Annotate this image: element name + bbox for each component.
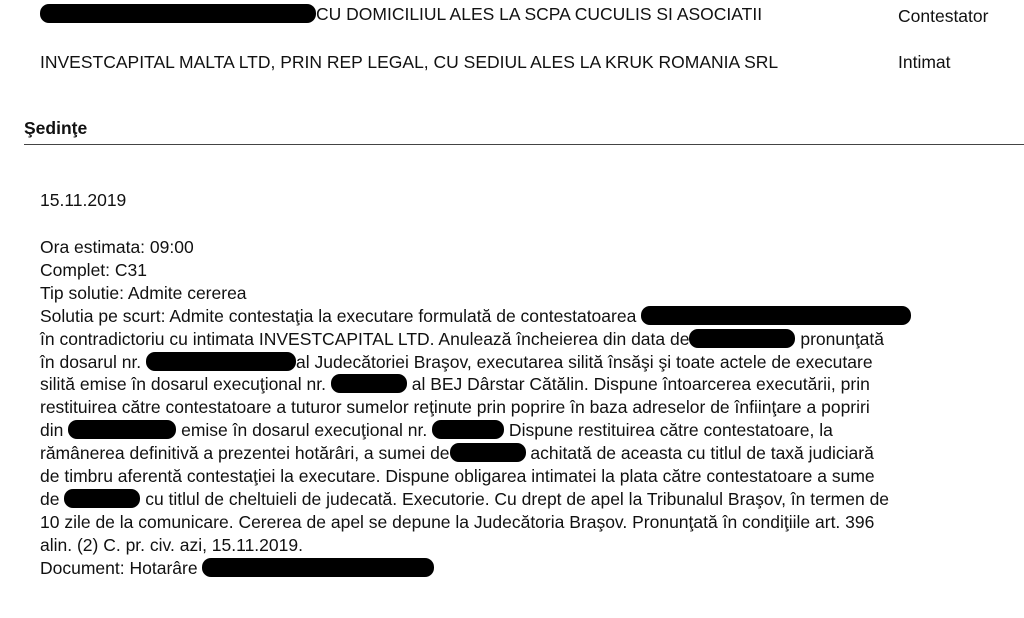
solutie-line: în dosarul nr. al Judecătoriei Braşov, executarea silită însăşi şi toate actele de executare: [40, 351, 873, 372]
redaction-block: [331, 374, 407, 393]
solutie-line: în contradictoriu cu intimata INVESTCAPITAL LTD. Anulează încheierea din data de pronunţată: [40, 328, 885, 349]
complet: Complet: C31: [40, 259, 147, 280]
solutie-line: de cu titlul de cheltuieli de judecată. Executorie. Cu drept de apel la Tribunalul Braşov, în termen de: [40, 488, 890, 509]
session-date: 15.11.2019: [40, 190, 127, 210]
solutie-line: de timbru aferentă contestaţiei la executare. Dispune obligarea intimatei la plata către contestatoare a sume: [40, 466, 875, 487]
solutie-line: 10 zile de la comunicare. Cererea de apel se depune la Judecătoria Braşov. Pronunţată în condiţiile art. 396: [40, 511, 875, 532]
section-divider: [24, 144, 1024, 145]
session-details: [40, 236, 911, 580]
document-line: Document: Hotarâre: [40, 557, 911, 580]
redaction-block: [450, 443, 526, 462]
party-role: Contestator: [898, 6, 989, 26]
redaction-block: [68, 420, 176, 439]
solutie-line: alin. (2) C. pr. civ. azi, 15.11.2019.: [40, 534, 303, 555]
solutie-line: din emise în dosarul execuţional nr. Dispune restituirea către contestatoare, la: [40, 420, 833, 441]
tip-solutie: Tip solutie: Admite cererea: [40, 282, 247, 303]
redaction-block: [146, 352, 296, 371]
solutie-line: silită emise în dosarul execuţional nr. al BEJ Dârstar Cătălin. Dispune întoarcerea executării, prin: [40, 374, 870, 395]
redaction-block: [40, 4, 316, 23]
redaction-block: [64, 489, 140, 508]
section-title: Şedinţe: [24, 118, 88, 138]
party-name-suffix: CU DOMICILIUL ALES LA SCPA CUCULIS SI ASOCIATII: [316, 4, 763, 24]
solutie-line: restituirea către contestatoare a tuturor sumelor reţinute prin poprire în baza adreselor de înfiinţare a popriri: [40, 397, 870, 418]
solutie-line: Solutia pe scurt: Admite contestaţia la executare formulată de contestatoarea: [40, 305, 911, 328]
redaction-block: [641, 306, 911, 325]
party-contestator: [40, 4, 762, 25]
redaction-block: [432, 420, 504, 439]
party-name: INVESTCAPITAL MALTA LTD, PRIN REP LEGAL, CU SEDIUL ALES LA KRUK ROMANIA SRL: [40, 52, 779, 72]
party-role: Intimat: [898, 52, 951, 72]
ora-estimata: Ora estimata: 09:00: [40, 237, 194, 257]
solutie-line: rămânerea definitivă a prezentei hotărâri, a sumei de achitată de aceasta cu titlul de taxă judiciară: [40, 443, 874, 464]
redaction-block: [689, 329, 795, 348]
redaction-block: [202, 558, 434, 577]
